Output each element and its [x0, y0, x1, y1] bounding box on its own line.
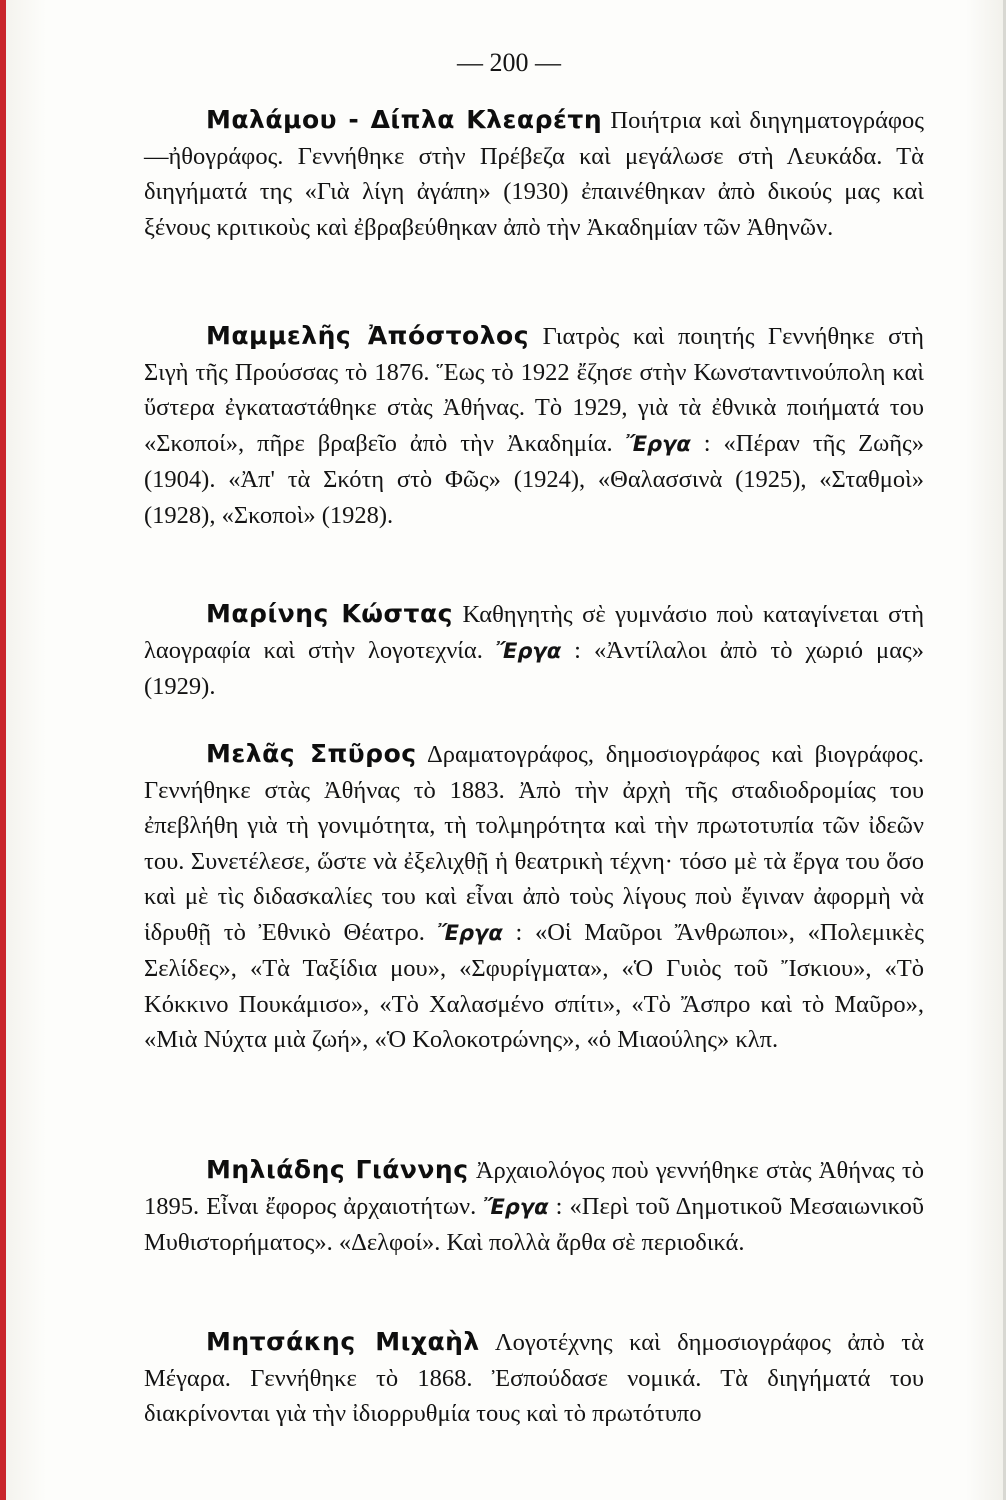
entry-text: Δραματογράφος, δημοσιογράφος καὶ βιογράφος. Γεννήθηκε στὰς Ἀθήνας τὸ 1883. Ἀπὸ τὴν ἀρχὴ τῆς σταδιοδρομίας του ἐπεβλήθη γιὰ τὴ γονιμότητα, τὴ τολμηρότητα καὶ τὴν πρωτοτυπία τῶν ἰδεῶν του. Συνετέλεσε, ὥστε νὰ ἐξελιχθῇ ἡ θεατρικὴ τέχνη· τόσο μὲ τὰ ἔργα του ὅσο καὶ μὲ τὶς διδασκαλίες του καὶ εἶναι ἀπὸ τοὺς λίγους ποὺ ἔγιναν ἀφορμὴ νὰ ἱδρυθῇ τὸ Ἐθνικὸ Θέατρο.: [144, 741, 924, 946]
entry-works: «Περὶ τοῦ Δημοτικοῦ Μεσαιωνικοῦ Μυθιστορήματος». «Δελφοί». Καὶ πολλὰ ἄρθα σὲ περιοδικά.: [144, 1192, 924, 1256]
entry-name: Μητσάκης Μιχαὴλ: [206, 1327, 480, 1356]
entry: [144, 1324, 924, 1432]
entry: [144, 736, 924, 1058]
entry-paragraph: Μαρίνης Κώστας Καθηγητὴς σὲ γυμνάσιο ποὺ καταγίνεται στὴ λαογραφία καὶ στὴν λογοτεχνία. Ἔργα : «Ἀντίλαλοι ἀπὸ τὸ χωριό μας» (1929).: [144, 599, 924, 700]
entry-text: Λογοτέχνης καὶ δημοσιογράφος ἀπὸ τὰ Μέγαρα. Γεννήθηκε τὸ 1868. Ἐσπούδασε νομικά. Τὰ διηγήματά του διακρίνονται γιὰ τὴν ἰδιορρυθμία τους καὶ τὸ πρωτότυπο: [144, 1329, 924, 1427]
page-number: — 200 —: [457, 48, 561, 77]
entry: [144, 596, 924, 705]
entry: [144, 102, 924, 245]
entry-name: Μηλιάδης Γιάννης: [206, 1155, 469, 1184]
entry-works: «Οἱ Μαῦροι Ἄνθρωποι», «Πολεμικὲς Σελίδες», «Τὰ Ταξίδια μου», «Σφυρίγματα», «Ὁ Γυιὸς τοῦ Ἴσκιου», «Τὸ Κόκκινο Πουκάμισο», «Τὸ Χαλασμένο σπίτι», «Τὸ Ἄσπρο καὶ τὸ Μαῦρο», «Μιὰ Νύχτα μιὰ ζωή», «Ὁ Κολοκοτρώνης», «ὁ Μιαούλης» κλπ.: [144, 918, 924, 1053]
entry-name: Μαρίνης Κώστας: [206, 599, 453, 628]
entry-text: Γιατρὸς καὶ ποιητής Γεννήθηκε στὴ Σιγὴ τῆς Προύσσας τὸ 1876. Ἕως τὸ 1922 ἔζησε στὴν Κωνσταντινούπολη καὶ ὕστερα ἐγκαταστάθηκε στὰς Ἀθήνας. Τὸ 1929, γιὰ τὰ ἐθνικὰ ποιήματά του «Σκοποί», πῆρε βραβεῖο ἀπὸ τὴν Ἀκαδημία.: [144, 323, 924, 457]
entry-paragraph: Μαμμελῆς Ἀπόστολος Γιατρὸς καὶ ποιητής Γεννήθηκε στὴ Σιγὴ τῆς Προύσσας τὸ 1876. Ἕως τὸ 1922 ἔζησε στὴν Κωνσταντινούπολη καὶ ὕστερα ἐγκαταστάθηκε στὰς Ἀθήνας. Τὸ 1929, γιὰ τὰ ἐθνικὰ ποιήματά του «Σκοποί», πῆρε βραβεῖο ἀπὸ τὴν Ἀκαδημία. Ἔργα : «Πέραν τῆς Ζωῆς» (1904). «Ἀπ' τὰ Σκότη στὸ Φῶς» (1924), «Θαλασσινὰ (1925), «Σταθμοὶ» (1928), «Σκοποὶ» (1928).: [144, 321, 924, 529]
entry-paragraph: [144, 1324, 924, 1432]
entry-text: Καθηγητὴς σὲ γυμνάσιο ποὺ καταγίνεται στὴ λαογραφία καὶ στὴν λογοτεχνία.: [144, 601, 924, 664]
entry-works: «Πέραν τῆς Ζωῆς» (1904). «Ἀπ' τὰ Σκότη στὸ Φῶς» (1924), «Θαλασσινὰ (1925), «Σταθμοὶ» (1928), «Σκοποὶ» (1928).: [144, 429, 924, 529]
works-label: Ἔργα: [625, 431, 691, 456]
entry-name: Μαλάμου - Δίπλα Κλεαρέτη: [206, 105, 603, 134]
entry-works: «Ἀντίλαλοι ἀπὸ τὸ χωριό μας» (1929).: [144, 636, 924, 700]
entry-text: Ἀρχαιολόγος ποὺ γεννήθηκε στὰς Ἀθήνας τὸ 1895. Εἶναι ἔφορος ἀρχαιοτήτων.: [144, 1157, 925, 1220]
entry: [144, 318, 924, 533]
works-label: Ἔργα: [495, 638, 562, 663]
entry-paragraph: Μελᾶς Σπῦρος Δραματογράφος, δημοσιογράφος καὶ βιογράφος. Γεννήθηκε στὰς Ἀθήνας τὸ 1883. Ἀπὸ τὴν ἀρχὴ τῆς σταδιοδρομίας του ἐπεβλήθη γιὰ τὴ γονιμότητα, τὴ τολμηρότητα καὶ τὴν πρωτοτυπία τῶν ἰδεῶν του. Συνετέλεσε, ὥστε νὰ ἐξελιχθῇ ἡ θεατρικὴ τέχνη· τόσο μὲ τὰ ἔργα του ὅσο καὶ μὲ τὶς διδασκαλίες του καὶ εἶναι ἀπὸ τοὺς λίγους ποὺ ἔγιναν ἀφορμὴ νὰ ἱδρυθῇ τὸ Ἐθνικὸ Θέατρο. Ἔργα : «Οἱ Μαῦροι Ἄνθρωποι», «Πολεμικὲς Σελίδες», «Τὰ Ταξίδια μου», «Σφυρίγματα», «Ὁ Γυιὸς τοῦ Ἴσκιου», «Τὸ Κόκκινο Πουκάμισο», «Τὸ Χαλασμένο σπίτι», «Τὸ Ἄσπρο καὶ τὸ Μαῦρο», «Μιὰ Νύχτα μιὰ ζωή», «Ὁ Κολοκοτρώνης», «ὁ Μιαούλης» κλπ.: [144, 739, 924, 1053]
entry-text: Ποιήτρια καὶ διηγηματογράφος—ἠθογράφος. Γεννήθηκε στὴν Πρέβεζα καὶ μεγάλωσε στὴ Λευκάδα. Τὰ διηγήματά της «Γιὰ λίγη ἀγάπη» (1930) ἐπαινέθηκαν ἀπὸ δικούς μας καὶ ξένους κριτικοὺς καὶ ἐβραβεύθηκαν ἀπὸ τὴν Ἀκαδημίαν τῶν Ἀθηνῶν.: [144, 107, 925, 241]
works-label: Ἔργα: [483, 1194, 549, 1219]
entry-name: Μαμμελῆς Ἀπόστολος: [206, 321, 530, 350]
entry-paragraph: Μηλιάδης Γιάννης Ἀρχαιολόγος ποὺ γεννήθηκε στὰς Ἀθήνας τὸ 1895. Εἶναι ἔφορος ἀρχαιοτήτων. Ἔργα : «Περὶ τοῦ Δημοτικοῦ Μεσαιωνικοῦ Μυθιστορήματος». «Δελφοί». Καὶ πολλὰ ἄρθα σὲ περιοδικά.: [144, 1155, 925, 1256]
entry-name: Μελᾶς Σπῦρος: [206, 739, 417, 768]
entry: [144, 1152, 924, 1261]
entry-paragraph: [144, 102, 924, 245]
works-label: Ἔργα: [437, 920, 503, 945]
